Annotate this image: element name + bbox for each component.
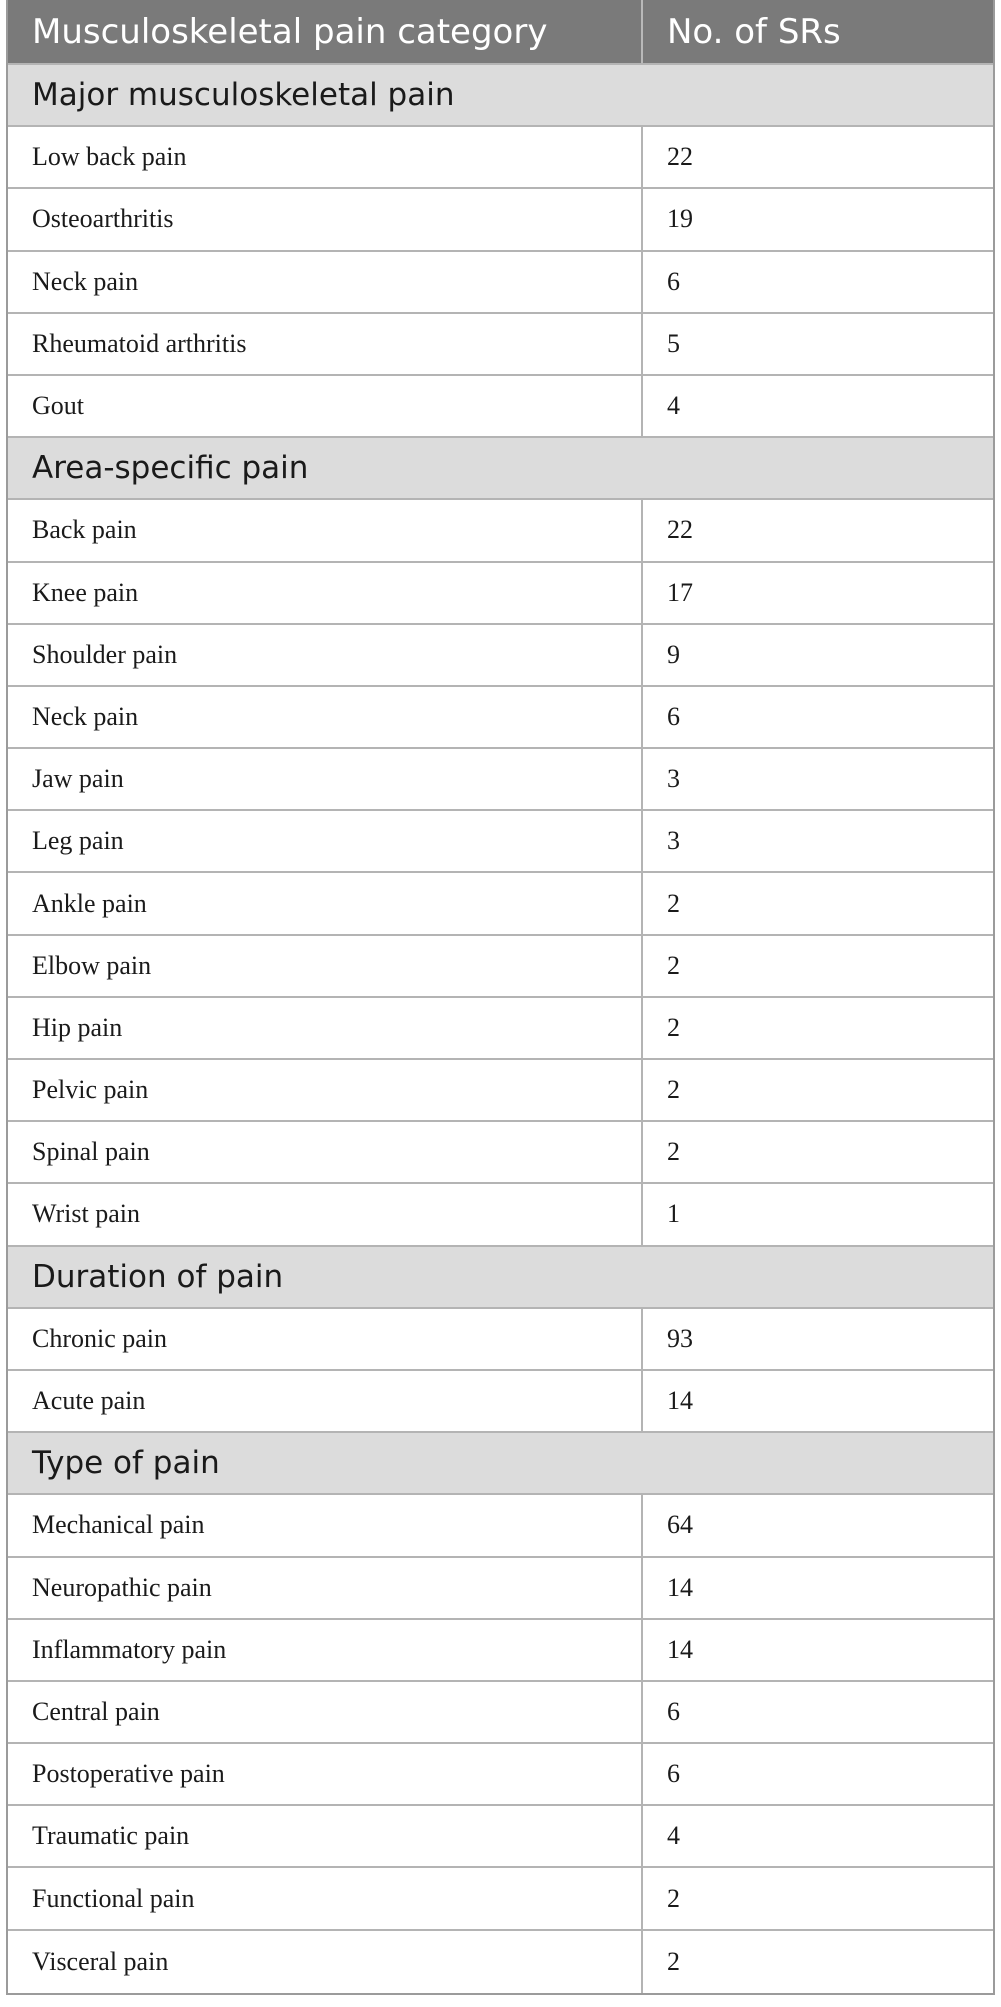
category-cell: Hip pain: [8, 998, 643, 1058]
section-title: Area-specific pain: [32, 450, 309, 487]
table-row: [8, 936, 993, 998]
section-header-row: [8, 65, 993, 127]
section-header-row: [8, 1247, 993, 1309]
header-category: Musculoskeletal pain category: [8, 0, 643, 63]
table-row: [8, 1620, 993, 1682]
category-cell: Back pain: [8, 500, 643, 560]
count-cell: 3: [667, 764, 680, 794]
table-row: [8, 189, 993, 251]
count-cell: 4: [667, 1821, 680, 1851]
category-cell: Functional pain: [8, 1868, 643, 1928]
table-row: [8, 749, 993, 811]
table-row: [8, 1060, 993, 1122]
category-cell: Neuropathic pain: [8, 1558, 643, 1618]
count-cell: 14: [667, 1386, 693, 1416]
table-row: [8, 1931, 993, 1993]
table-row: [8, 625, 993, 687]
count-cell: 6: [667, 1759, 680, 1789]
count-cell: 2: [667, 950, 680, 980]
table-row: [8, 314, 993, 376]
category-cell: Shoulder pain: [8, 625, 643, 685]
table-row: [8, 1868, 993, 1930]
section-header-row: [8, 1433, 993, 1495]
category-cell: Elbow pain: [8, 936, 643, 996]
count-cell: 2: [667, 888, 680, 918]
table-row: [8, 998, 993, 1060]
section-title: Major musculoskeletal pain: [32, 77, 455, 114]
count-cell: 2: [667, 1075, 680, 1105]
category-cell: Central pain: [8, 1682, 643, 1742]
table-row: [8, 1309, 993, 1371]
count-cell: 14: [667, 1634, 693, 1664]
count-cell: 19: [667, 204, 693, 234]
section-header-row: [8, 438, 993, 500]
table-row: [8, 127, 993, 189]
table-row: [8, 1495, 993, 1557]
table-row: [8, 1806, 993, 1868]
category-cell: Mechanical pain: [8, 1495, 643, 1555]
table-row: [8, 1371, 993, 1433]
count-cell: 1: [667, 1199, 680, 1229]
count-cell: 5: [667, 328, 680, 358]
table-row: [8, 873, 993, 935]
category-cell: Gout: [8, 376, 643, 436]
count-cell: 6: [667, 266, 680, 296]
table-header-row: [8, 0, 993, 65]
count-cell: 2: [667, 1883, 680, 1913]
count-cell: 6: [667, 701, 680, 731]
table-body: [8, 65, 993, 1993]
header-count: No. of SRs: [667, 11, 841, 52]
count-cell: 2: [667, 1012, 680, 1042]
table-row: [8, 1184, 993, 1246]
count-cell: 64: [667, 1510, 693, 1540]
category-cell: Low back pain: [8, 127, 643, 187]
category-cell: Pelvic pain: [8, 1060, 643, 1120]
count-cell: 93: [667, 1323, 693, 1353]
category-cell: Visceral pain: [8, 1931, 643, 1993]
category-cell: Chronic pain: [8, 1309, 643, 1369]
pain-category-table: [6, 0, 995, 1995]
category-cell: Spinal pain: [8, 1122, 643, 1182]
section-title: Type of pain: [32, 1445, 220, 1482]
count-cell: 3: [667, 826, 680, 856]
category-cell: Inflammatory pain: [8, 1620, 643, 1680]
count-cell: 9: [667, 639, 680, 669]
category-cell: Acute pain: [8, 1371, 643, 1431]
category-cell: Postoperative pain: [8, 1744, 643, 1804]
count-cell: 4: [667, 391, 680, 421]
count-cell: 6: [667, 1696, 680, 1726]
count-cell: 14: [667, 1572, 693, 1602]
count-cell: 17: [667, 577, 693, 607]
table-row: [8, 1744, 993, 1806]
table-row: [8, 500, 993, 562]
count-cell: 22: [667, 142, 693, 172]
table-row: [8, 563, 993, 625]
category-cell: Osteoarthritis: [8, 189, 643, 249]
table-row: [8, 376, 993, 438]
category-cell: Ankle pain: [8, 873, 643, 933]
category-cell: Wrist pain: [8, 1184, 643, 1244]
category-cell: Rheumatoid arthritis: [8, 314, 643, 374]
table-row: [8, 811, 993, 873]
category-cell: Neck pain: [8, 252, 643, 312]
count-cell: 2: [667, 1137, 680, 1167]
category-cell: Knee pain: [8, 563, 643, 623]
category-cell: Traumatic pain: [8, 1806, 643, 1866]
table-row: [8, 252, 993, 314]
category-cell: Neck pain: [8, 687, 643, 747]
table-row: [8, 687, 993, 749]
category-cell: Leg pain: [8, 811, 643, 871]
category-cell: Jaw pain: [8, 749, 643, 809]
table-row: [8, 1558, 993, 1620]
table-row: [8, 1122, 993, 1184]
count-cell: 2: [667, 1946, 680, 1976]
count-cell: 22: [667, 515, 693, 545]
section-title: Duration of pain: [32, 1258, 284, 1295]
table-row: [8, 1682, 993, 1744]
